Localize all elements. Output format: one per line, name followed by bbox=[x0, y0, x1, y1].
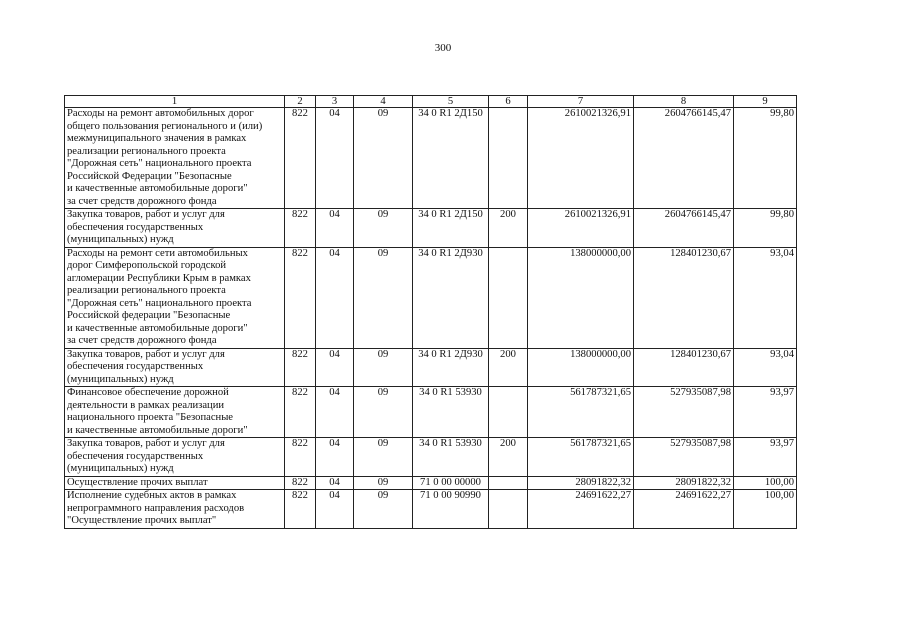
planned-amount-cell: 2610021326,91 bbox=[528, 209, 634, 248]
expense-name-line: (муниципальных) нужд bbox=[67, 234, 174, 245]
expense-type-cell bbox=[489, 490, 528, 529]
planned-amount-cell: 561787321,65 bbox=[528, 438, 634, 477]
execution-percent-cell: 93,04 bbox=[734, 348, 797, 387]
subsection-code-cell: 09 bbox=[354, 438, 413, 477]
expense-name-line: обеспечения государственных bbox=[67, 361, 204, 372]
column-header: 3 bbox=[316, 96, 354, 108]
expense-name-line: национального проекта "Безопасные bbox=[67, 412, 234, 423]
subsection-code-cell: 09 bbox=[354, 247, 413, 348]
expense-name-line: Осуществление прочих выплат bbox=[67, 476, 208, 488]
executed-amount-cell: 28091822,32 bbox=[634, 476, 734, 490]
table-header bbox=[65, 96, 797, 108]
section-code-cell: 04 bbox=[316, 490, 354, 529]
subsection-code-cell: 09 bbox=[354, 209, 413, 248]
column-header: 9 bbox=[734, 96, 797, 108]
section-code-cell: 04 bbox=[316, 209, 354, 248]
ministry-code-cell: 822 bbox=[285, 476, 316, 490]
expense-name-cell bbox=[65, 209, 285, 248]
expense-name-line: и качественные автомобильные дороги" bbox=[67, 322, 248, 334]
expense-name-line: непрограммного направления расходов bbox=[67, 502, 245, 514]
expense-name-line: дорог Симферопольской городской bbox=[67, 260, 227, 271]
column-header: 6 bbox=[489, 96, 528, 108]
executed-amount-cell: 128401230,67 bbox=[634, 348, 734, 387]
expense-name-line: (муниципальных) нужд bbox=[67, 463, 174, 474]
subsection-code-cell: 09 bbox=[354, 387, 413, 438]
section-code-cell: 04 bbox=[316, 108, 354, 209]
table-row bbox=[65, 438, 797, 477]
table-row bbox=[65, 209, 797, 248]
planned-amount-cell: 138000000,00 bbox=[528, 348, 634, 387]
expense-name-line: Закупка товаров, работ и услуг для bbox=[67, 438, 225, 449]
expense-name-cell bbox=[65, 247, 285, 348]
executed-amount-cell: 2604766145,47 bbox=[634, 209, 734, 248]
table-row bbox=[65, 108, 797, 209]
expense-name-line: и качественные автомобильные дороги" bbox=[67, 424, 248, 436]
planned-amount-cell: 561787321,65 bbox=[528, 387, 634, 438]
ministry-code-cell: 822 bbox=[285, 348, 316, 387]
execution-percent-cell: 93,04 bbox=[734, 247, 797, 348]
expense-type-cell bbox=[489, 247, 528, 348]
section-code-cell: 04 bbox=[316, 476, 354, 490]
executed-amount-cell: 24691622,27 bbox=[634, 490, 734, 529]
expense-type-cell: 200 bbox=[489, 438, 528, 477]
target-article-cell: 34 0 R1 2Д150 bbox=[413, 209, 489, 248]
expense-name-line: Исполнение судебных актов в рамках bbox=[67, 490, 237, 501]
section-code-cell: 04 bbox=[316, 387, 354, 438]
column-header: 2 bbox=[285, 96, 316, 108]
table-row bbox=[65, 348, 797, 387]
planned-amount-cell: 28091822,32 bbox=[528, 476, 634, 490]
column-header: 1 bbox=[65, 96, 285, 108]
expense-name-line: реализации регионального проекта bbox=[67, 145, 226, 157]
expense-name-line: обеспечения государственных bbox=[67, 450, 204, 462]
section-code-cell: 04 bbox=[316, 348, 354, 387]
ministry-code-cell: 822 bbox=[285, 108, 316, 209]
expense-name-line: Финансовое обеспечение дорожной bbox=[67, 387, 229, 398]
target-article-cell: 71 0 00 90990 bbox=[413, 490, 489, 529]
ministry-code-cell: 822 bbox=[285, 490, 316, 529]
expense-name-line: "Дорожная сеть" национального проекта bbox=[67, 297, 252, 309]
target-article-cell: 71 0 00 00000 bbox=[413, 476, 489, 490]
section-code-cell: 04 bbox=[316, 247, 354, 348]
execution-percent-cell: 100,00 bbox=[734, 476, 797, 490]
expense-name-line: (муниципальных) нужд bbox=[67, 373, 174, 385]
ministry-code-cell: 822 bbox=[285, 247, 316, 348]
subsection-code-cell: 09 bbox=[354, 108, 413, 209]
expense-name-line: "Осуществление прочих выплат" bbox=[67, 515, 217, 526]
expense-name-cell bbox=[65, 108, 285, 209]
header-row bbox=[65, 96, 797, 108]
subsection-code-cell: 09 bbox=[354, 348, 413, 387]
ministry-code-cell: 822 bbox=[285, 387, 316, 438]
page-number: 300 bbox=[434, 42, 452, 54]
execution-percent-cell: 100,00 bbox=[734, 490, 797, 529]
execution-percent-cell: 99,80 bbox=[734, 108, 797, 209]
expense-type-cell bbox=[489, 387, 528, 438]
ministry-code-cell: 822 bbox=[285, 209, 316, 248]
expense-name-cell bbox=[65, 348, 285, 387]
table-row bbox=[65, 387, 797, 438]
expense-name-line: и качественные автомобильные дороги" bbox=[67, 183, 248, 194]
expense-name-line: Закупка товаров, работ и услуг для bbox=[67, 209, 225, 220]
column-header: 8 bbox=[634, 96, 734, 108]
expense-type-cell bbox=[489, 108, 528, 209]
expense-name-line: Закупка товаров, работ и услуг для bbox=[67, 348, 225, 360]
expense-name-line: Российской Федерации "Безопасные bbox=[67, 170, 232, 182]
expense-name-cell bbox=[65, 387, 285, 438]
expense-name-line: деятельности в рамках реализации bbox=[67, 399, 225, 411]
subsection-code-cell: 09 bbox=[354, 490, 413, 529]
planned-amount-cell: 138000000,00 bbox=[528, 247, 634, 348]
execution-percent-cell: 93,97 bbox=[734, 387, 797, 438]
section-code-cell: 04 bbox=[316, 438, 354, 477]
execution-percent-cell: 99,80 bbox=[734, 209, 797, 248]
target-article-cell: 34 0 R1 53930 bbox=[413, 387, 489, 438]
expense-name-line: межмуниципального значения в рамках bbox=[67, 133, 247, 144]
budget-table bbox=[64, 95, 797, 529]
expense-type-cell: 200 bbox=[489, 348, 528, 387]
expense-type-cell bbox=[489, 476, 528, 490]
expense-name-line: общего пользования регионального и (или) bbox=[67, 120, 263, 132]
target-article-cell: 34 0 R1 2Д930 bbox=[413, 247, 489, 348]
table-row bbox=[65, 490, 797, 529]
execution-percent-cell: 93,97 bbox=[734, 438, 797, 477]
expense-name-line: агломерации Республики Крым в рамках bbox=[67, 272, 251, 284]
table-row bbox=[65, 476, 797, 490]
column-header: 4 bbox=[354, 96, 413, 108]
expense-type-cell: 200 bbox=[489, 209, 528, 248]
executed-amount-cell: 527935087,98 bbox=[634, 387, 734, 438]
target-article-cell: 34 0 R1 2Д930 bbox=[413, 348, 489, 387]
target-article-cell: 34 0 R1 2Д150 bbox=[413, 108, 489, 209]
expense-name-line: за счет средств дорожного фонда bbox=[67, 335, 217, 346]
executed-amount-cell: 527935087,98 bbox=[634, 438, 734, 477]
table-row bbox=[65, 247, 797, 348]
subsection-code-cell: 09 bbox=[354, 476, 413, 490]
planned-amount-cell: 2610021326,91 bbox=[528, 108, 634, 209]
expense-name-cell bbox=[65, 490, 285, 529]
expense-name-line: обеспечения государственных bbox=[67, 221, 204, 233]
expense-name-line: Российской федерации "Безопасные bbox=[67, 310, 231, 321]
expense-name-cell bbox=[65, 438, 285, 477]
expense-name-line: Расходы на ремонт автомобильных дорог bbox=[67, 108, 254, 119]
executed-amount-cell: 2604766145,47 bbox=[634, 108, 734, 209]
expense-name-line: Расходы на ремонт сети автомобильных bbox=[67, 247, 248, 259]
column-header: 5 bbox=[413, 96, 489, 108]
expense-name-line: "Дорожная сеть" национального проекта bbox=[67, 158, 252, 169]
table-body bbox=[65, 108, 797, 529]
expense-name-cell bbox=[65, 476, 285, 490]
target-article-cell: 34 0 R1 53930 bbox=[413, 438, 489, 477]
column-header: 7 bbox=[528, 96, 634, 108]
ministry-code-cell: 822 bbox=[285, 438, 316, 477]
planned-amount-cell: 24691622,27 bbox=[528, 490, 634, 529]
expense-name-line: за счет средств дорожного фонда bbox=[67, 195, 217, 207]
expense-name-line: реализации регионального проекта bbox=[67, 285, 226, 296]
executed-amount-cell: 128401230,67 bbox=[634, 247, 734, 348]
